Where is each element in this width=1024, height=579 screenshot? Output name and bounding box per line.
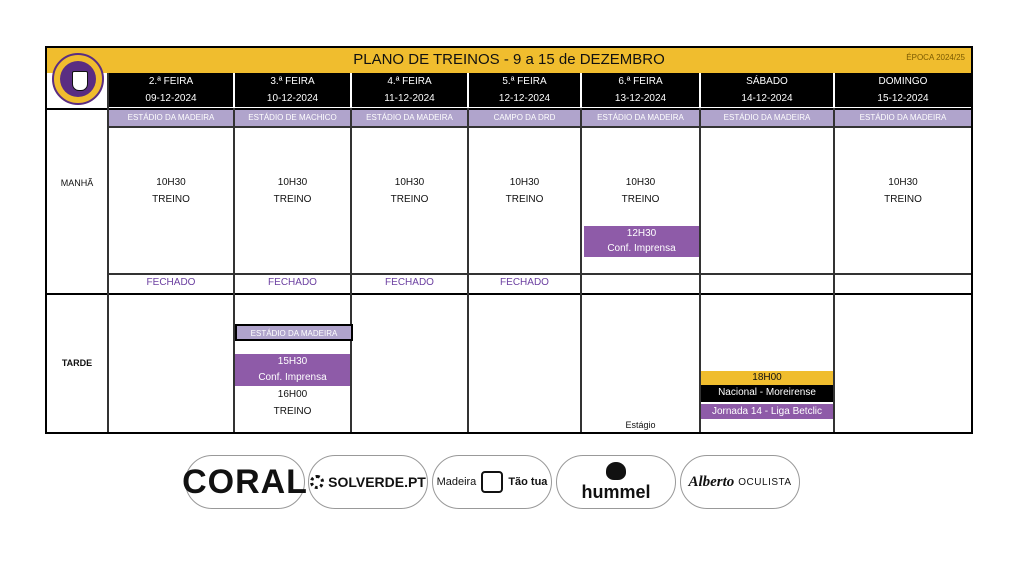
- session-activity: TREINO: [273, 406, 312, 417]
- press-label: Conf. Imprensa: [235, 370, 350, 386]
- venue-label: ESTÁDIO DA MADEIRA: [701, 110, 833, 126]
- divider: [107, 73, 109, 432]
- day-date: 13-12-2024: [582, 90, 699, 107]
- sponsor-solverde-logo: SOLVERDE.PT: [328, 474, 426, 490]
- match-round: Jornada 14 - Liga Betclic: [701, 404, 833, 419]
- divider: [580, 108, 582, 432]
- status-badge: FECHADO: [500, 277, 549, 288]
- sponsor-coral-logo: CORAL: [182, 462, 308, 501]
- session-time: 16H00: [277, 389, 308, 400]
- match-time: 18H00: [701, 371, 833, 385]
- day-header: SÁBADO: [701, 73, 833, 90]
- day-header: 6.ª FEIRA: [582, 73, 699, 90]
- day-header: 2.ª FEIRA: [109, 73, 233, 90]
- match-teams: Nacional - Moreirense: [701, 385, 833, 402]
- sponsor-solverde: [308, 455, 428, 509]
- sponsor-madeira-tagline: Tão tua: [508, 476, 548, 488]
- madeira-mark-icon: [481, 471, 503, 493]
- session-time: 10H30: [509, 177, 540, 188]
- season-label: ÉPOCA 2024/25: [906, 53, 965, 62]
- venue-label: ESTÁDIO DA MADEIRA: [109, 110, 233, 126]
- press-label: Conf. Imprensa: [584, 241, 699, 257]
- sponsor-madeira: [432, 455, 552, 509]
- club-crest-icon: [52, 53, 104, 105]
- session-time: 10H30: [277, 177, 308, 188]
- venue-label: ESTÁDIO DA MADEIRA: [235, 324, 353, 341]
- divider: [109, 126, 971, 128]
- divider: [833, 108, 835, 432]
- sponsor-strip: [0, 455, 1024, 511]
- row-label-afternoon: TARDE: [61, 358, 93, 368]
- page-title: PLANO DE TREINOS - 9 a 15 de DEZEMBRO: [353, 51, 665, 68]
- divider: [109, 273, 971, 275]
- day-date: 09-12-2024: [109, 90, 233, 107]
- venue-label: ESTÁDIO DA MADEIRA: [835, 110, 971, 126]
- sponsor-coral: [182, 455, 308, 509]
- status-badge: FECHADO: [268, 277, 317, 288]
- session-activity: TREINO: [273, 194, 312, 205]
- day-header: 3.ª FEIRA: [235, 73, 350, 90]
- stage-label: Estágio: [625, 420, 656, 430]
- session-activity: TREINO: [621, 194, 660, 205]
- sun-icon: [310, 475, 324, 489]
- sponsor-alberto-tagline: OCULISTA: [738, 476, 792, 488]
- bee-icon: [606, 462, 626, 480]
- day-date: 15-12-2024: [835, 90, 971, 107]
- day-header: 4.ª FEIRA: [352, 73, 467, 90]
- divider: [467, 108, 469, 432]
- sponsor-alberto: [680, 455, 800, 509]
- venue-label: ESTÁDIO DA MADEIRA: [352, 110, 467, 126]
- press-time: 15H30: [235, 354, 350, 370]
- day-date: 14-12-2024: [701, 90, 833, 107]
- sponsor-hummel: [556, 455, 676, 509]
- sponsor-alberto-logo: Alberto: [688, 473, 735, 490]
- day-header: DOMINGO: [835, 73, 971, 90]
- title-bar: [47, 48, 971, 73]
- press-time: 12H30: [584, 226, 699, 241]
- session-activity: TREINO: [505, 194, 544, 205]
- sponsor-madeira-logo: Madeira: [436, 476, 477, 488]
- status-badge: FECHADO: [385, 277, 434, 288]
- day-date: 10-12-2024: [235, 90, 350, 107]
- status-badge: FECHADO: [146, 277, 196, 288]
- day-date: 12-12-2024: [469, 90, 580, 107]
- session-activity: TREINO: [884, 194, 922, 205]
- sponsor-hummel-logo: hummel: [581, 481, 651, 502]
- session-time: 10H30: [625, 177, 656, 188]
- venue-label: ESTÁDIO DE MACHICO: [235, 110, 350, 126]
- day-header: 5.ª FEIRA: [469, 73, 580, 90]
- session-time: 10H30: [888, 177, 918, 188]
- session-activity: TREINO: [152, 194, 190, 205]
- venue-label: CAMPO DA DRD: [469, 110, 580, 126]
- session-time: 10H30: [394, 177, 425, 188]
- divider: [350, 108, 352, 432]
- row-label-morning: MANHÃ: [60, 178, 94, 188]
- session-time: 10H30: [156, 177, 186, 188]
- session-activity: TREINO: [390, 194, 429, 205]
- training-schedule: [45, 46, 973, 434]
- venue-label: ESTÁDIO DA MADEIRA: [582, 110, 699, 126]
- day-date: 11-12-2024: [352, 90, 467, 107]
